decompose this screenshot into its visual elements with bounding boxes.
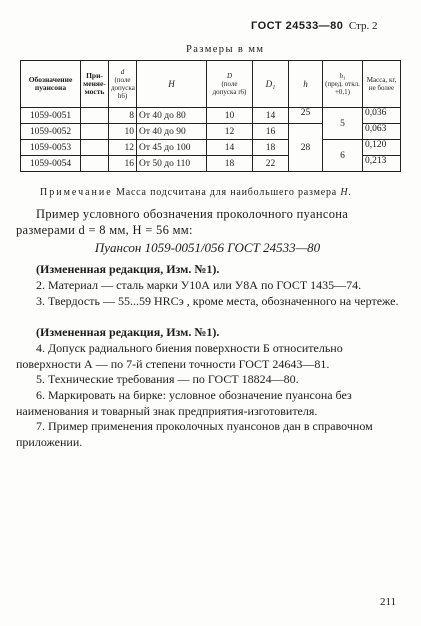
table-header-row: [21, 61, 401, 108]
edition-note-2: (Измененная редакция, Изм. №1).: [36, 325, 220, 339]
sizes-caption: Размеры в мм: [186, 44, 265, 55]
designation-example: Пуансон 1059-0051/056 ГОСТ 24533—80: [94, 240, 321, 255]
cell-D1: 18: [253, 140, 289, 156]
cell-D1: 14: [253, 108, 289, 124]
cell-h: 25: [289, 108, 323, 124]
cell-designation: 1059-0053: [21, 140, 81, 156]
cell-applicability: [81, 124, 109, 140]
header-applicability: При- меняе- мость: [81, 61, 109, 108]
table-note: [40, 187, 352, 198]
header-h1: [323, 61, 363, 108]
cell-mass: 0,036: [363, 108, 401, 124]
page-number: 211: [380, 596, 397, 608]
cell-H: От 40 до 80: [137, 108, 207, 124]
item-4: 4. Допуск радиального биения поверхности Б относительно поверхности А — по 7-й степени точности ГОСТ 24643—81.: [16, 341, 343, 371]
item-6: 6. Маркировать на бирке: условное обозначение пуансона без наименования и товарный знак предприятия-изготовителя.: [16, 388, 352, 418]
cell-mass: 0,120: [363, 140, 401, 156]
header-D-note: (поле допуска r6): [212, 80, 247, 96]
header-h: h: [289, 61, 323, 108]
table-row: [21, 140, 401, 156]
cell-mass: 0,063: [363, 124, 401, 140]
cell-h1: 6: [323, 140, 363, 172]
page-header: [251, 20, 378, 32]
cell-designation: 1059-0054: [21, 156, 81, 172]
header-D: [207, 61, 253, 108]
header-d-note: (поле допуска h6): [111, 76, 135, 100]
cell-h1: 5: [323, 108, 363, 140]
header-h1-symbol: h₁: [339, 72, 346, 80]
cell-D: 10: [207, 108, 253, 124]
cell-H: От 45 до 100: [137, 140, 207, 156]
cell-designation: 1059-0051: [21, 108, 81, 124]
header-mass: Масса, кг, не более: [363, 61, 401, 108]
item-5: 5. Технические требования — по ГОСТ 18824—80.: [36, 372, 299, 386]
note-lead: Примечание: [40, 187, 113, 198]
cell-d: 10: [109, 124, 137, 140]
header-D-symbol: D: [226, 72, 233, 80]
cell-h: 28: [289, 124, 323, 172]
item-7: 7. Пример применения проколочных пуансонов дан в справочном приложении.: [16, 419, 373, 449]
cell-d: 16: [109, 156, 137, 172]
cell-D: 18: [207, 156, 253, 172]
cell-applicability: [81, 156, 109, 172]
header-d: [109, 61, 137, 108]
table-row: [21, 108, 401, 124]
example-intro: Пример условного обозначения проколочного пуансона размерами d = 8 мм, H = 56 мм:: [16, 207, 349, 237]
dimensions-table: [20, 60, 401, 172]
cell-applicability: [81, 108, 109, 124]
header-designation: Обозначение пуансона: [21, 61, 81, 108]
cell-d: 12: [109, 140, 137, 156]
header-D1: D₁: [253, 61, 289, 108]
edition-note-1: (Измененная редакция, Изм. №1).: [36, 262, 220, 276]
cell-H: От 50 до 110: [137, 156, 207, 172]
page-label: Стр. 2: [348, 20, 378, 32]
cell-H: От 40 до 90: [137, 124, 207, 140]
cell-D: 12: [207, 124, 253, 140]
cell-D1: 22: [253, 156, 289, 172]
header-h1-note: (пред. откл. +0,1): [325, 80, 360, 96]
note-text: Масса подсчитана для наибольшего размера: [116, 187, 338, 198]
note-symbol: H: [340, 187, 349, 198]
cell-D1: 16: [253, 124, 289, 140]
cell-d: 8: [109, 108, 137, 124]
note-end: .: [348, 187, 352, 198]
cell-mass: 0,213: [363, 156, 401, 172]
item-2: 2. Материал — сталь марки У10А или У8А по ГОСТ 1435—74.: [36, 278, 362, 292]
item-3: 3. Твердость — 55...59 HRCэ , кроме места, обозначенного на чертеже.: [36, 294, 399, 308]
cell-designation: 1059-0052: [21, 124, 81, 140]
cell-applicability: [81, 140, 109, 156]
cell-D: 14: [207, 140, 253, 156]
standard-number: ГОСТ 24533—80: [251, 20, 344, 32]
header-H: H: [137, 61, 207, 108]
header-d-symbol: d: [120, 68, 125, 76]
